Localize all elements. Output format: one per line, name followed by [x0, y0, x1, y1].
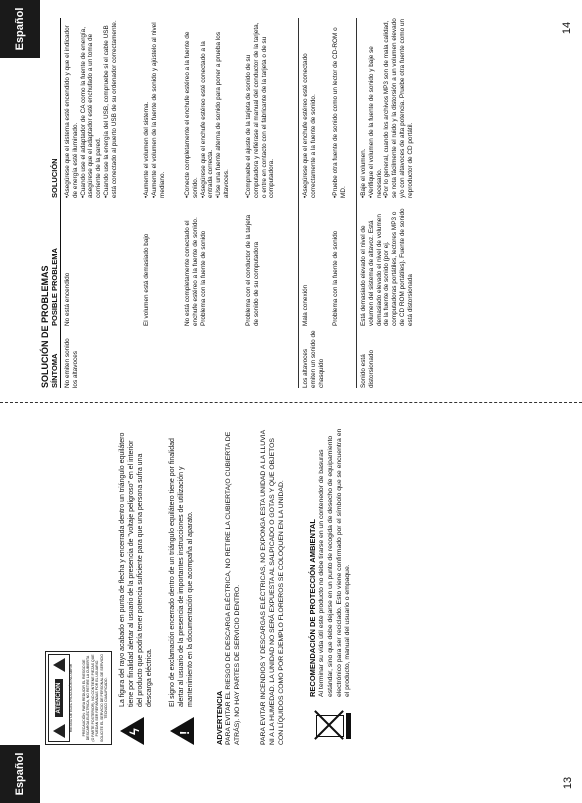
solution-item: • Cuando use el adaptador de CA como la fuente de energía, asegúrese que el adaptador esté enchufado a un toma de corriente de la pared. [80, 18, 103, 198]
warning-label-title: ATENCIÓN [55, 679, 63, 718]
warning-heading: ADVERTENCIA [215, 690, 224, 745]
table-cell-cause: Problema con el conductor de la tarjeta de sonido de su computadora [245, 214, 260, 326]
warning-label-header [48, 654, 70, 742]
solution-item: • Asegúrese que el enchufe estéreo esté conectado a la entrada correcta. [200, 18, 216, 198]
warning-text-fire: PARA EVITAR INCENDIOS Y DESCARGAS ELÉCTRICAS, NO EXPONGA ESTA UNIDAD A LA LLUVIA NI A LA HUMEDAD. LA UNIDAD NO SERÁ EXPUESTA AL SALPICADO O GOTAS Y QUE OBJETOS CON LÍQUIDOS COMO POR EJEMPLO FLOREROS SE COLOQUEN EN LA UNIDAD. [260, 430, 285, 745]
solution-item: • Conecte completamente el enchufe estéreo a la fuente de sonido. [184, 18, 200, 198]
table-cell-solution [332, 18, 348, 198]
table-cell-cause: Mala conexión [302, 284, 309, 326]
solution-item: • Aumente el volumen de la fuente de sonido y ajústelo al nivel mediano. [151, 18, 167, 198]
solution-item: • Pruebe otra fuente de sonido como un lector de CD-ROM o MD. [332, 18, 348, 198]
column-header-solution: SOLUCIÓN [50, 158, 59, 198]
warning-text-shock: PARA EVITAR EL RIESGO DE DESCARGA ELÉCTRICA, NO RETIRE LA CUBIERTA(O CUBIERTA DE ATRÁS). NO HAY PARTES DE SERVICIO DENTRO. [225, 431, 241, 745]
page-number-14: 14 [561, 21, 574, 35]
solution-item: • Use una fuente alterna de sonido para poner a prueba los altavoces. [215, 18, 231, 198]
column-header-symptom: SÍNTOMA [50, 353, 59, 388]
page-number-13: 13 [562, 776, 575, 790]
solution-item: • Asegúrese que el sistema esté encendido y que el indicador de energía esté iluminado. [64, 18, 80, 198]
row-divider [356, 18, 357, 388]
safety-page [40, 425, 555, 745]
solution-item: • Baje el volumen. [360, 18, 368, 198]
exclamation-symbol-explanation: El signo de exclamación encerrado dentro de un triángulo equilátero tiene por finalidad alertar al usuario de la presencia de importantes instrucciones de utilización y mantenimiento en la documentación que acompaña al aparato. [169, 438, 195, 707]
solution-item: • Aumente el volumen del sistema. [143, 18, 151, 198]
warning-label-box [45, 651, 112, 745]
exclamation-triangle-icon: ! [170, 717, 194, 745]
table-cell-solution [143, 18, 166, 198]
table-cell-cause: Está demasiado elevado el nivel de volumen del sistema de altavoz. Está demasiado elevado el nivel de volumen de la fuente de sonido (por ej. computadoras portátiles, lectores MP3 o de CD ROM portátiles). Fuente de sonido está distorsionada [360, 208, 414, 326]
table-cell-symptom: No emiten sonido los altavoces [64, 338, 79, 388]
environment-heading: RECOMENDACIÓN DE PROTECCIÓN AMBIENTAL [308, 519, 317, 697]
solution-item: • Cuando use la energía del USB, compruebe si el cable USB está conectado al puerto USB de su ordenador correctamente. [103, 18, 119, 198]
row-divider [298, 18, 299, 388]
column-header-cause: POSIBLE PROBLEMA [50, 248, 59, 326]
troubleshooting-page [40, 18, 555, 388]
table-cell-cause: No está completamente conectado el enchufe estéreo a la fuente de sonido. Problema con la fuente de sonido [184, 217, 207, 326]
solution-item: • Asegúrese que el enchufe estéreo esté conectado correctamente a la fuente de sonido. [302, 18, 318, 198]
solution-item: • Compruebe el ajuste de la tarjeta de sonido de su computadora y refiérase al manual del conductor de la tarjeta, o entre en contacto con el fabricante de la tarjeta o de su computadora. [245, 18, 276, 198]
table-cell-solution [245, 18, 276, 198]
lightning-warning-icon [53, 724, 65, 738]
language-tab-label: Español [14, 7, 26, 51]
warning-label-subtitle: RIESGO DE ELECTROCUCIÓN NO ABRIR [69, 663, 73, 733]
table-cell-solution [64, 18, 119, 198]
table-cell-cause: No está encendido [64, 272, 71, 326]
crossed-bin-icon [308, 705, 353, 745]
table-cell-solution [184, 18, 231, 198]
lightning-symbol-explanation: La figura del rayo acabado en punta de flecha y encerrada dentro un triángulo equilátero tiene por finalidad alertar al usuario de la presencia de "voltaje peligroso" en el interior del producto que podría tener potencia suficiente para que una persona sufra una descarga eléctrica. [119, 432, 154, 707]
warning-label-fine-print: PRECAUCIÓN: PARA REDUCIR EL RIESGO DE DESCARGA ELÉCTRICA, NO RETIRE LA CUBIERTA (O PARTE POSTERIOR). NO CONTIENE PIEZAS QUE PUEDAN SER REPARADAS POR EL USUARIO. SOLICITE EL SERVICIO DE PERSONAL DE SERVICIO TÉCNICO CUALIFICADO. [82, 654, 108, 742]
table-cell-solution [360, 18, 415, 198]
language-tab-label: Español [14, 752, 26, 796]
table-cell-cause: El volumen está demasiado bajo [143, 233, 150, 326]
troubleshooting-title: SOLUCIÓN DE PROBLEMAS [40, 265, 50, 388]
lightning-triangle-icon: ϟ [120, 717, 144, 745]
language-tab-left-page [0, 745, 40, 803]
table-cell-symptom: Sonido está distorsionado [360, 349, 375, 388]
exclamation-warning-icon [53, 658, 65, 672]
table-cell-symptom: Los altavoces emiten un sonido de chasquido [302, 330, 325, 388]
solution-item: • Por lo general, cuando los archivos MP3 son de mala calidad, se nota fácilmente el ruido y la distorsión a un volumen elevado y/o con altavoces de alta potencia. Pruebe otra fuente como un reproductor de CD portátil. [383, 18, 414, 198]
language-tab-right-page [0, 0, 40, 58]
environment-text: Al terminar su vida útil este producto no debe tirarse en un contenedor de basuras estándar, sino que debe dejarse en un punto de recogida de desecho de equipamiento electrónico para ser reciclado. Esto viene confirmado por el símbolo que se encuentra en el producto, manual del usuario o empaque. [318, 428, 352, 697]
solution-item: • Verifique el volumen de la fuente de sonido y baje se necesario. [368, 18, 384, 198]
page-divider [0, 402, 582, 403]
header-rule [60, 18, 61, 388]
table-cell-solution [302, 18, 318, 198]
table-cell-cause: Problema con la fuente de sonido [332, 230, 339, 326]
